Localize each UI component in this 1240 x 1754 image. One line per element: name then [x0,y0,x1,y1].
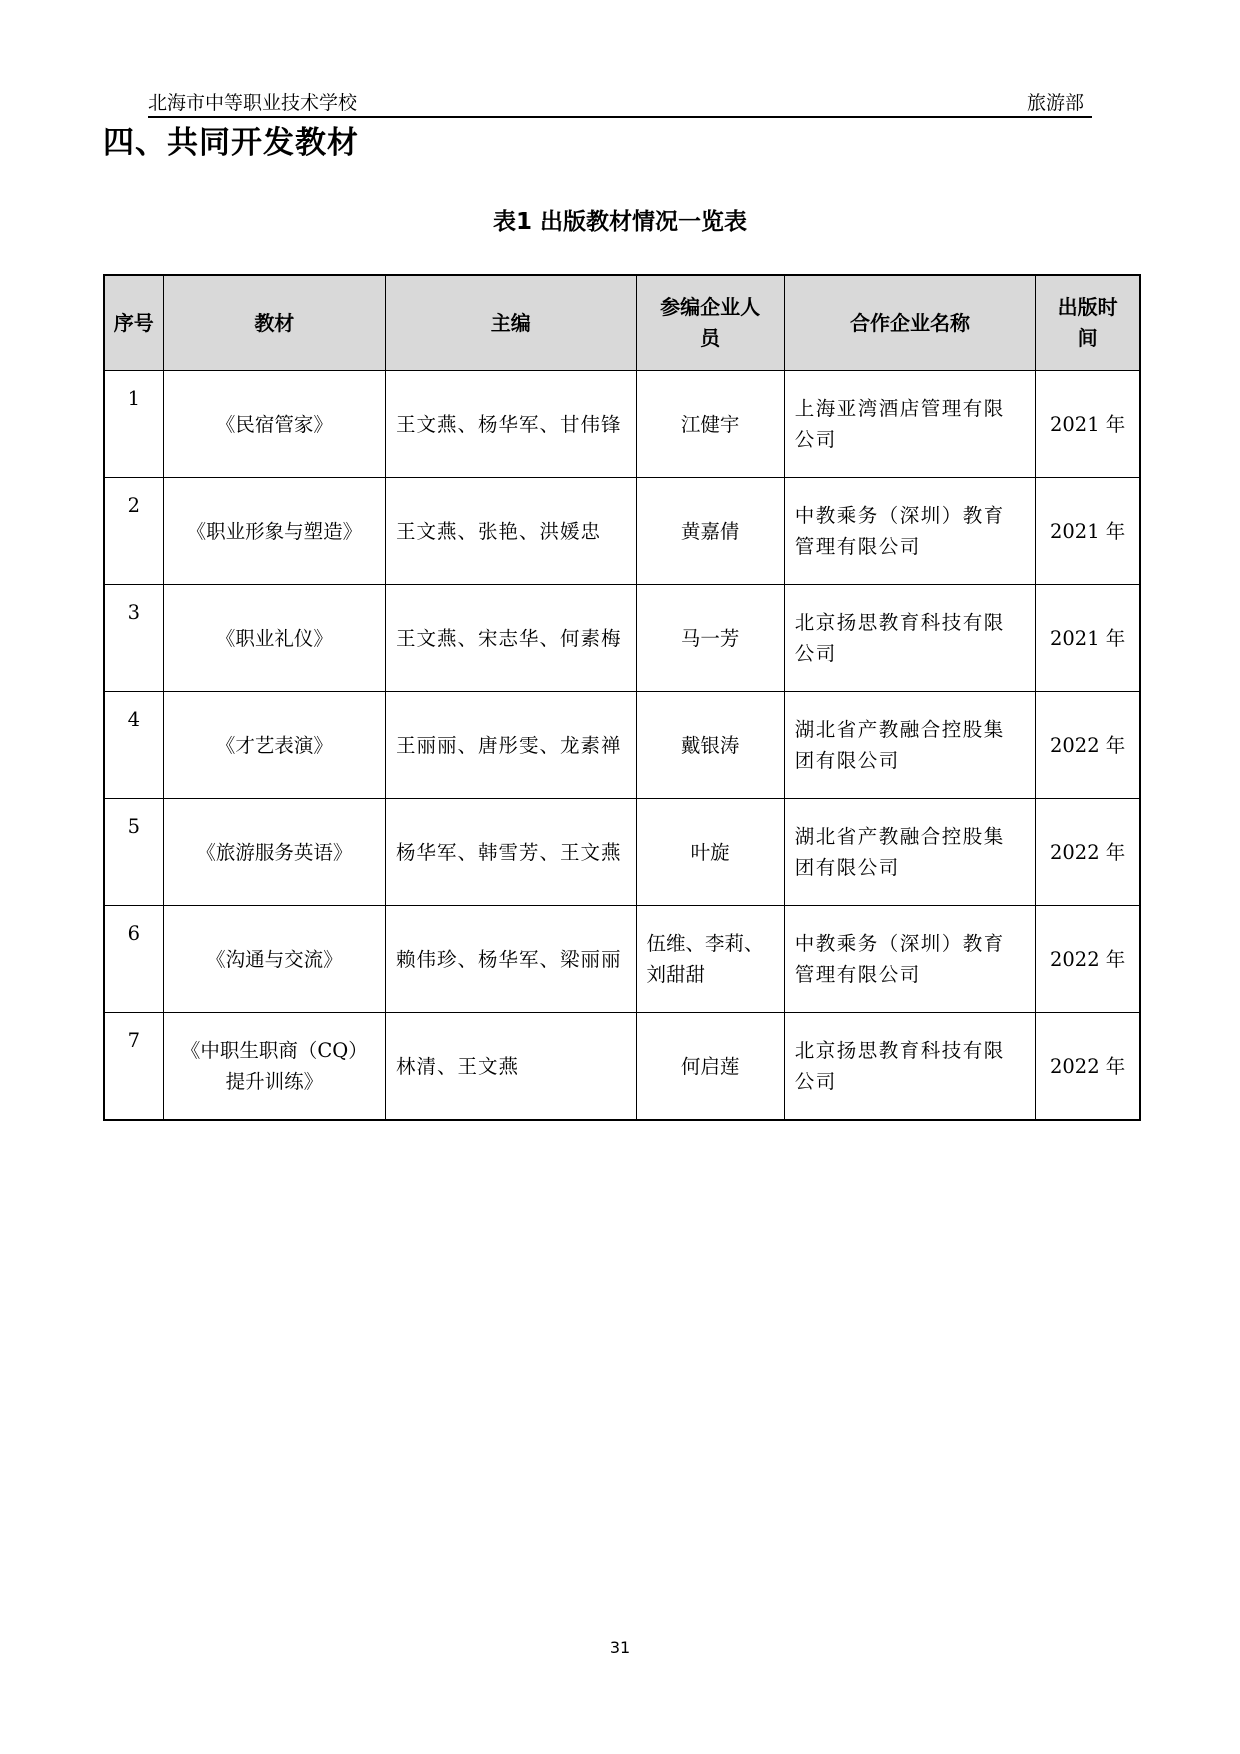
cell-staff: 黄嘉倩 [636,478,784,585]
cell-editors: 林清、王文燕 [386,1013,636,1121]
table-header-row [104,275,1140,371]
header-cell-no: 序号 [104,275,163,371]
header-department: 旅游部 [1026,92,1084,114]
cell-book: 《沟通与交流》 [163,906,385,1013]
table-row [104,371,1140,478]
page-header [148,86,1092,118]
cell-no: 3 [104,585,163,692]
textbook-table [103,274,1141,1121]
cell-editors: 王文燕、杨华军、甘伟锋 [386,371,636,478]
header-cell-staff: 参编企业人员 [636,275,784,371]
header-school-name: 北海市中等职业技术学校 [148,92,358,114]
table-row [104,478,1140,585]
cell-company: 北京扬思教育科技有限公司 [784,1013,1035,1121]
cell-staff: 江健宇 [636,371,784,478]
header-cell-book: 教材 [163,275,385,371]
cell-year: 2022 年 [1036,692,1140,799]
cell-editors: 王文燕、宋志华、何素梅 [386,585,636,692]
cell-editors: 杨华军、韩雪芳、王文燕 [386,799,636,906]
table-row [104,585,1140,692]
cell-company: 湖北省产教融合控股集团有限公司 [784,799,1035,906]
cell-company: 中教乘务（深圳）教育管理有限公司 [784,478,1035,585]
page-number: 31 [609,1638,631,1657]
cell-year: 2021 年 [1036,585,1140,692]
table-row [104,799,1140,906]
cell-staff: 戴银涛 [636,692,784,799]
cell-no: 1 [104,371,163,478]
cell-company: 北京扬思教育科技有限公司 [784,585,1035,692]
cell-year: 2022 年 [1036,906,1140,1013]
cell-book: 《旅游服务英语》 [163,799,385,906]
cell-book: 《职业形象与塑造》 [163,478,385,585]
cell-staff: 何启莲 [636,1013,784,1121]
cell-no: 6 [104,906,163,1013]
cell-book: 《才艺表演》 [163,692,385,799]
cell-book: 《职业礼仪》 [163,585,385,692]
cell-no: 5 [104,799,163,906]
header-cell-company: 合作企业名称 [784,275,1035,371]
cell-staff: 伍维、李莉、刘甜甜 [636,906,784,1013]
cell-staff: 叶旋 [636,799,784,906]
table-row [104,1013,1140,1121]
cell-no: 2 [104,478,163,585]
cell-book: 《中职生职商（CQ）提升训练》 [163,1013,385,1121]
cell-editors: 王丽丽、唐彤雯、龙素禅 [386,692,636,799]
header-cell-editors: 主编 [386,275,636,371]
cell-no: 7 [104,1013,163,1121]
cell-year: 2021 年 [1036,371,1140,478]
table-row [104,692,1140,799]
cell-no: 4 [104,692,163,799]
cell-editors: 王文燕、张艳、洪媛忠 [386,478,636,585]
cell-staff: 马一芳 [636,585,784,692]
header-cell-year: 出版时间 [1036,275,1140,371]
cell-company: 上海亚湾酒店管理有限公司 [784,371,1035,478]
cell-company: 中教乘务（深圳）教育管理有限公司 [784,906,1035,1013]
cell-year: 2022 年 [1036,1013,1140,1121]
section-title: 四、共同开发教材 [103,125,359,161]
table-row [104,906,1140,1013]
cell-year: 2021 年 [1036,478,1140,585]
cell-year: 2022 年 [1036,799,1140,906]
cell-book: 《民宿管家》 [163,371,385,478]
table-caption: 表1 出版教材情况一览表 [492,209,747,235]
cell-company: 湖北省产教融合控股集团有限公司 [784,692,1035,799]
cell-editors: 赖伟珍、杨华军、梁丽丽 [386,906,636,1013]
